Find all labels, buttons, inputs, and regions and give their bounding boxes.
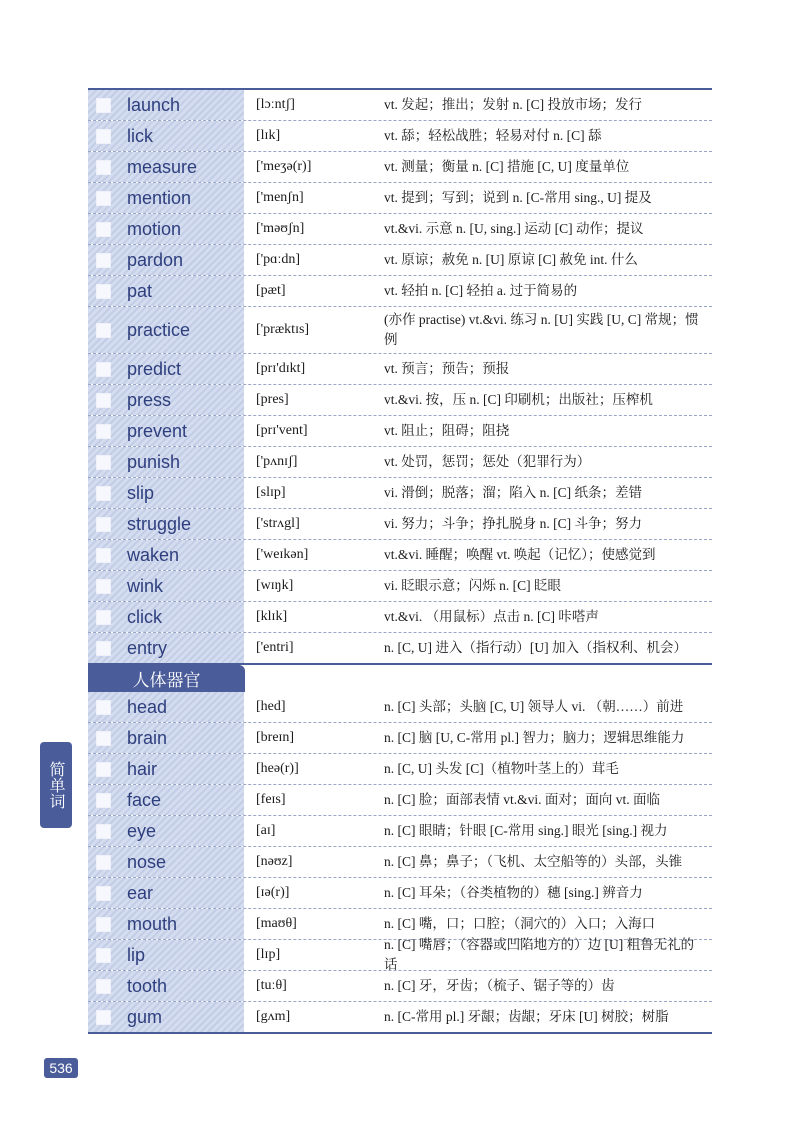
phonetic-text: ['weɪkən] <box>256 547 309 562</box>
vocab-row <box>88 1002 712 1034</box>
word-text: brain <box>127 727 168 748</box>
definition-text: vt. 预言；预告；预报 <box>384 361 510 376</box>
definition-text: n. [C] 脸；面部表情 vt.&vi. 面对；面向 vt. 面临 <box>384 792 660 807</box>
word-cell <box>88 571 244 601</box>
phonetic-text: [wɪŋk] <box>256 578 294 593</box>
definition-text: n. [C, U] 头发 [C]（植物叶茎上的）茸毛 <box>384 761 619 776</box>
definition-text: n. [C-常用 pl.] 牙龈；齿龈；牙床 [U] 树胶；树脂 <box>384 1009 669 1024</box>
definition-text: n. [C] 脑 [U, C-常用 pl.] 智力；脑力；逻辑思维能力 <box>384 730 685 745</box>
checkbox-icon[interactable] <box>96 129 111 144</box>
vocab-table-body-organs <box>88 692 712 1034</box>
definition-text: n. [C, U] 进入（指行动）[U] 加入（指权利、机会） <box>384 640 687 655</box>
vocab-row <box>88 971 712 1002</box>
definition-text: vt. 处罚，惩罚；惩处（犯罪行为） <box>384 454 591 469</box>
vocab-row <box>88 354 712 385</box>
word-text: tooth <box>127 975 168 996</box>
definition-text: vi. 努力；斗争；挣扎脱身 n. [C] 斗争；努力 <box>384 516 642 531</box>
checkbox-icon[interactable] <box>96 323 111 338</box>
phonetic-text: ['præktɪs] <box>256 322 310 337</box>
word-cell <box>88 354 244 384</box>
vocab-row <box>88 723 712 754</box>
checkbox-icon[interactable] <box>96 393 111 408</box>
definition-text: vt. 阻止；阻碍；阻挠 <box>384 423 510 438</box>
definition-text: n. [C] 耳朵；（谷类植物的）穗 [sing.] 辨音力 <box>384 885 643 900</box>
phonetic-text: [lɪk] <box>256 128 281 143</box>
checkbox-icon[interactable] <box>96 548 111 563</box>
checkbox-icon[interactable] <box>96 762 111 777</box>
word-text: face <box>127 789 162 810</box>
word-text: waken <box>127 544 180 565</box>
checkbox-icon[interactable] <box>96 455 111 470</box>
definition-text: vi. 眨眼示意；闪烁 n. [C] 眨眼 <box>384 578 561 593</box>
phonetic-text: [slɪp] <box>256 485 286 500</box>
vocab-row <box>88 754 712 785</box>
phonetic-text: [breɪn] <box>256 730 295 745</box>
definition-text: vt.&vi. （用鼠标）点击 n. [C] 咔嗒声 <box>384 609 599 624</box>
checkbox-icon[interactable] <box>96 160 111 175</box>
vocab-row <box>88 447 712 478</box>
definition-text: (亦作 practise) vt.&vi. 练习 n. [U] 实践 [U, C] 常规；惯例 <box>384 312 699 347</box>
word-text: entry <box>127 637 168 658</box>
word-cell <box>88 307 244 353</box>
word-text: press <box>127 389 172 410</box>
word-cell <box>88 633 244 663</box>
phonetic-text: ['məʊʃn] <box>256 221 305 236</box>
side-tab-simple-words: 简单词 <box>40 742 72 828</box>
word-cell <box>88 385 244 415</box>
word-cell <box>88 478 244 508</box>
word-text: launch <box>127 94 181 115</box>
phonetic-text: [pres] <box>256 392 289 407</box>
word-cell <box>88 723 244 753</box>
checkbox-icon[interactable] <box>96 793 111 808</box>
checkbox-icon[interactable] <box>96 700 111 715</box>
word-cell <box>88 692 244 722</box>
checkbox-icon[interactable] <box>96 486 111 501</box>
word-cell <box>88 214 244 244</box>
definition-text: n. [C] 头部；头脑 [C, U] 领导人 vi. （朝……）前进 <box>384 699 684 714</box>
word-cell <box>88 878 244 908</box>
phonetic-text: ['menʃn] <box>256 190 304 205</box>
phonetic-text: [ɪə(r)] <box>256 885 290 900</box>
checkbox-icon[interactable] <box>96 284 111 299</box>
definition-text: vt.&vi. 睡醒；唤醒 vt. 唤起（记忆）；使感觉到 <box>384 547 656 562</box>
word-text: ear <box>127 882 154 903</box>
checkbox-icon[interactable] <box>96 191 111 206</box>
word-text: mention <box>127 187 192 208</box>
word-text: pardon <box>127 249 184 270</box>
vocab-row <box>88 245 712 276</box>
vocab-row <box>88 785 712 816</box>
word-cell <box>88 971 244 1001</box>
vocab-row <box>88 478 712 509</box>
vocab-row <box>88 152 712 183</box>
vocab-row <box>88 307 712 354</box>
word-cell <box>88 509 244 539</box>
checkbox-icon[interactable] <box>96 517 111 532</box>
phonetic-text: [aɪ] <box>256 823 276 838</box>
phonetic-text: [heə(r)] <box>256 761 299 776</box>
definition-text: vt. 测量；衡量 n. [C] 措施 [C, U] 度量单位 <box>384 159 630 174</box>
vocab-row <box>88 937 712 972</box>
definition-text: vt.&vi. 按，压 n. [C] 印刷机；出版社；压榨机 <box>384 392 653 407</box>
word-text: mouth <box>127 913 178 934</box>
phonetic-text: [maʊθ] <box>256 916 297 931</box>
word-text: click <box>127 606 162 627</box>
word-text: measure <box>127 156 198 177</box>
definition-text: vt.&vi. 示意 n. [U, sing.] 运动 [C] 动作；提议 <box>384 221 644 236</box>
word-text: eye <box>127 820 157 841</box>
vocab-table-general <box>88 88 712 665</box>
definition-text: vt. 轻拍 n. [C] 轻拍 a. 过于简易的 <box>384 283 578 298</box>
phonetic-text: ['entri] <box>256 640 294 655</box>
vocab-row <box>88 90 712 121</box>
word-cell <box>88 909 244 939</box>
checkbox-icon[interactable] <box>96 253 111 268</box>
checkbox-icon[interactable] <box>96 1010 111 1025</box>
vocab-row <box>88 121 712 152</box>
vocab-rows <box>88 692 712 1034</box>
checkbox-icon[interactable] <box>96 222 111 237</box>
definition-text: vi. 滑倒；脱落；溜；陷入 n. [C] 纸条；差错 <box>384 485 642 500</box>
definition-text: vt. 发起；推出；发射 n. [C] 投放市场；发行 <box>384 97 642 112</box>
phonetic-text: ['pɑːdn] <box>256 252 301 267</box>
definition-text: n. [C] 眼睛；针眼 [C-常用 sing.] 眼光 [sing.] 视力 <box>384 823 668 838</box>
word-cell <box>88 785 244 815</box>
phonetic-text: [lɪp] <box>256 947 281 962</box>
word-text: slip <box>127 482 155 503</box>
word-text: lick <box>127 125 153 146</box>
word-cell <box>88 121 244 151</box>
word-cell <box>88 940 244 970</box>
phonetic-text: [feɪs] <box>256 792 286 807</box>
definition-text: n. [C] 牙，牙齿；（梳子、锯子等的）齿 <box>384 978 615 993</box>
word-cell <box>88 447 244 477</box>
checkbox-icon[interactable] <box>96 362 111 377</box>
word-cell <box>88 1002 244 1032</box>
word-text: head <box>127 696 168 717</box>
vocab-row <box>88 816 712 847</box>
phonetic-text: ['pʌnɪʃ] <box>256 454 298 469</box>
definition-text: n. [C] 嘴，口；口腔；（洞穴的）入口；入海口 <box>384 916 656 931</box>
phonetic-text: ['strʌgl] <box>256 516 300 531</box>
phonetic-text: [pæt] <box>256 283 286 298</box>
checkbox-icon[interactable] <box>96 824 111 839</box>
definition-text: vt. 舔；轻松战胜；轻易对付 n. [C] 舔 <box>384 128 602 143</box>
word-cell <box>88 816 244 846</box>
checkbox-icon[interactable] <box>96 731 111 746</box>
vocab-row <box>88 509 712 540</box>
word-cell <box>88 152 244 182</box>
vocab-row <box>88 183 712 214</box>
vocab-row <box>88 692 712 723</box>
word-cell <box>88 754 244 784</box>
word-cell <box>88 847 244 877</box>
word-text: punish <box>127 451 181 472</box>
vocab-row <box>88 276 712 307</box>
vocab-row <box>88 416 712 447</box>
word-text: lip <box>127 944 146 965</box>
word-text: hair <box>127 758 158 779</box>
checkbox-icon[interactable] <box>96 855 111 870</box>
checkbox-icon[interactable] <box>96 948 111 963</box>
phonetic-text: [prɪ'vent] <box>256 423 308 438</box>
checkbox-icon[interactable] <box>96 641 111 656</box>
checkbox-icon[interactable] <box>96 98 111 113</box>
checkbox-icon[interactable] <box>96 424 111 439</box>
word-cell <box>88 183 244 213</box>
word-cell <box>88 90 244 120</box>
phonetic-text: [tuːθ] <box>256 978 287 993</box>
checkbox-icon[interactable] <box>96 979 111 994</box>
page-number: 536 <box>44 1058 78 1078</box>
word-cell <box>88 276 244 306</box>
definition-text: n. [C] 鼻；鼻子；（飞机、太空船等的）头部，头锥 <box>384 854 683 869</box>
word-text: gum <box>127 1006 163 1027</box>
vocab-row <box>88 633 712 665</box>
definition-text: n. [C] 嘴唇；（容器或凹陷地方的）边 [U] 粗鲁无礼的话 <box>384 937 695 972</box>
word-text: motion <box>127 218 182 239</box>
phonetic-text: [klɪk] <box>256 609 288 624</box>
checkbox-icon[interactable] <box>96 610 111 625</box>
definition-text: vt. 提到；写到；说到 n. [C-常用 sing., U] 提及 <box>384 190 652 205</box>
word-text: wink <box>127 575 164 596</box>
word-text: struggle <box>127 513 192 534</box>
vocab-row <box>88 602 712 633</box>
vocab-row <box>88 214 712 245</box>
phonetic-text: ['meʒə(r)] <box>256 159 312 174</box>
checkbox-icon[interactable] <box>96 917 111 932</box>
word-text: predict <box>127 358 182 379</box>
phonetic-text: [nəʊz] <box>256 854 293 869</box>
word-cell <box>88 416 244 446</box>
vocab-row <box>88 540 712 571</box>
vocab-rows <box>88 90 712 665</box>
phonetic-text: [prɪ'dɪkt] <box>256 361 306 376</box>
vocab-row <box>88 385 712 416</box>
phonetic-text: [gʌm] <box>256 1009 291 1024</box>
word-text: practice <box>127 319 191 340</box>
checkbox-icon[interactable] <box>96 886 111 901</box>
word-text: pat <box>127 280 153 301</box>
word-cell <box>88 540 244 570</box>
vocab-row <box>88 571 712 602</box>
word-text: prevent <box>127 420 188 441</box>
checkbox-icon[interactable] <box>96 579 111 594</box>
phonetic-text: [hed] <box>256 699 286 714</box>
word-cell <box>88 602 244 632</box>
word-text: nose <box>127 851 167 872</box>
vocab-row <box>88 878 712 909</box>
definition-text: vt. 原谅；赦免 n. [U] 原谅 [C] 赦免 int. 什么 <box>384 252 638 267</box>
phonetic-text: [lɔːntʃ] <box>256 97 295 112</box>
word-cell <box>88 245 244 275</box>
section-title-body-organs: 人体器官 <box>88 665 245 692</box>
vocab-row <box>88 847 712 878</box>
